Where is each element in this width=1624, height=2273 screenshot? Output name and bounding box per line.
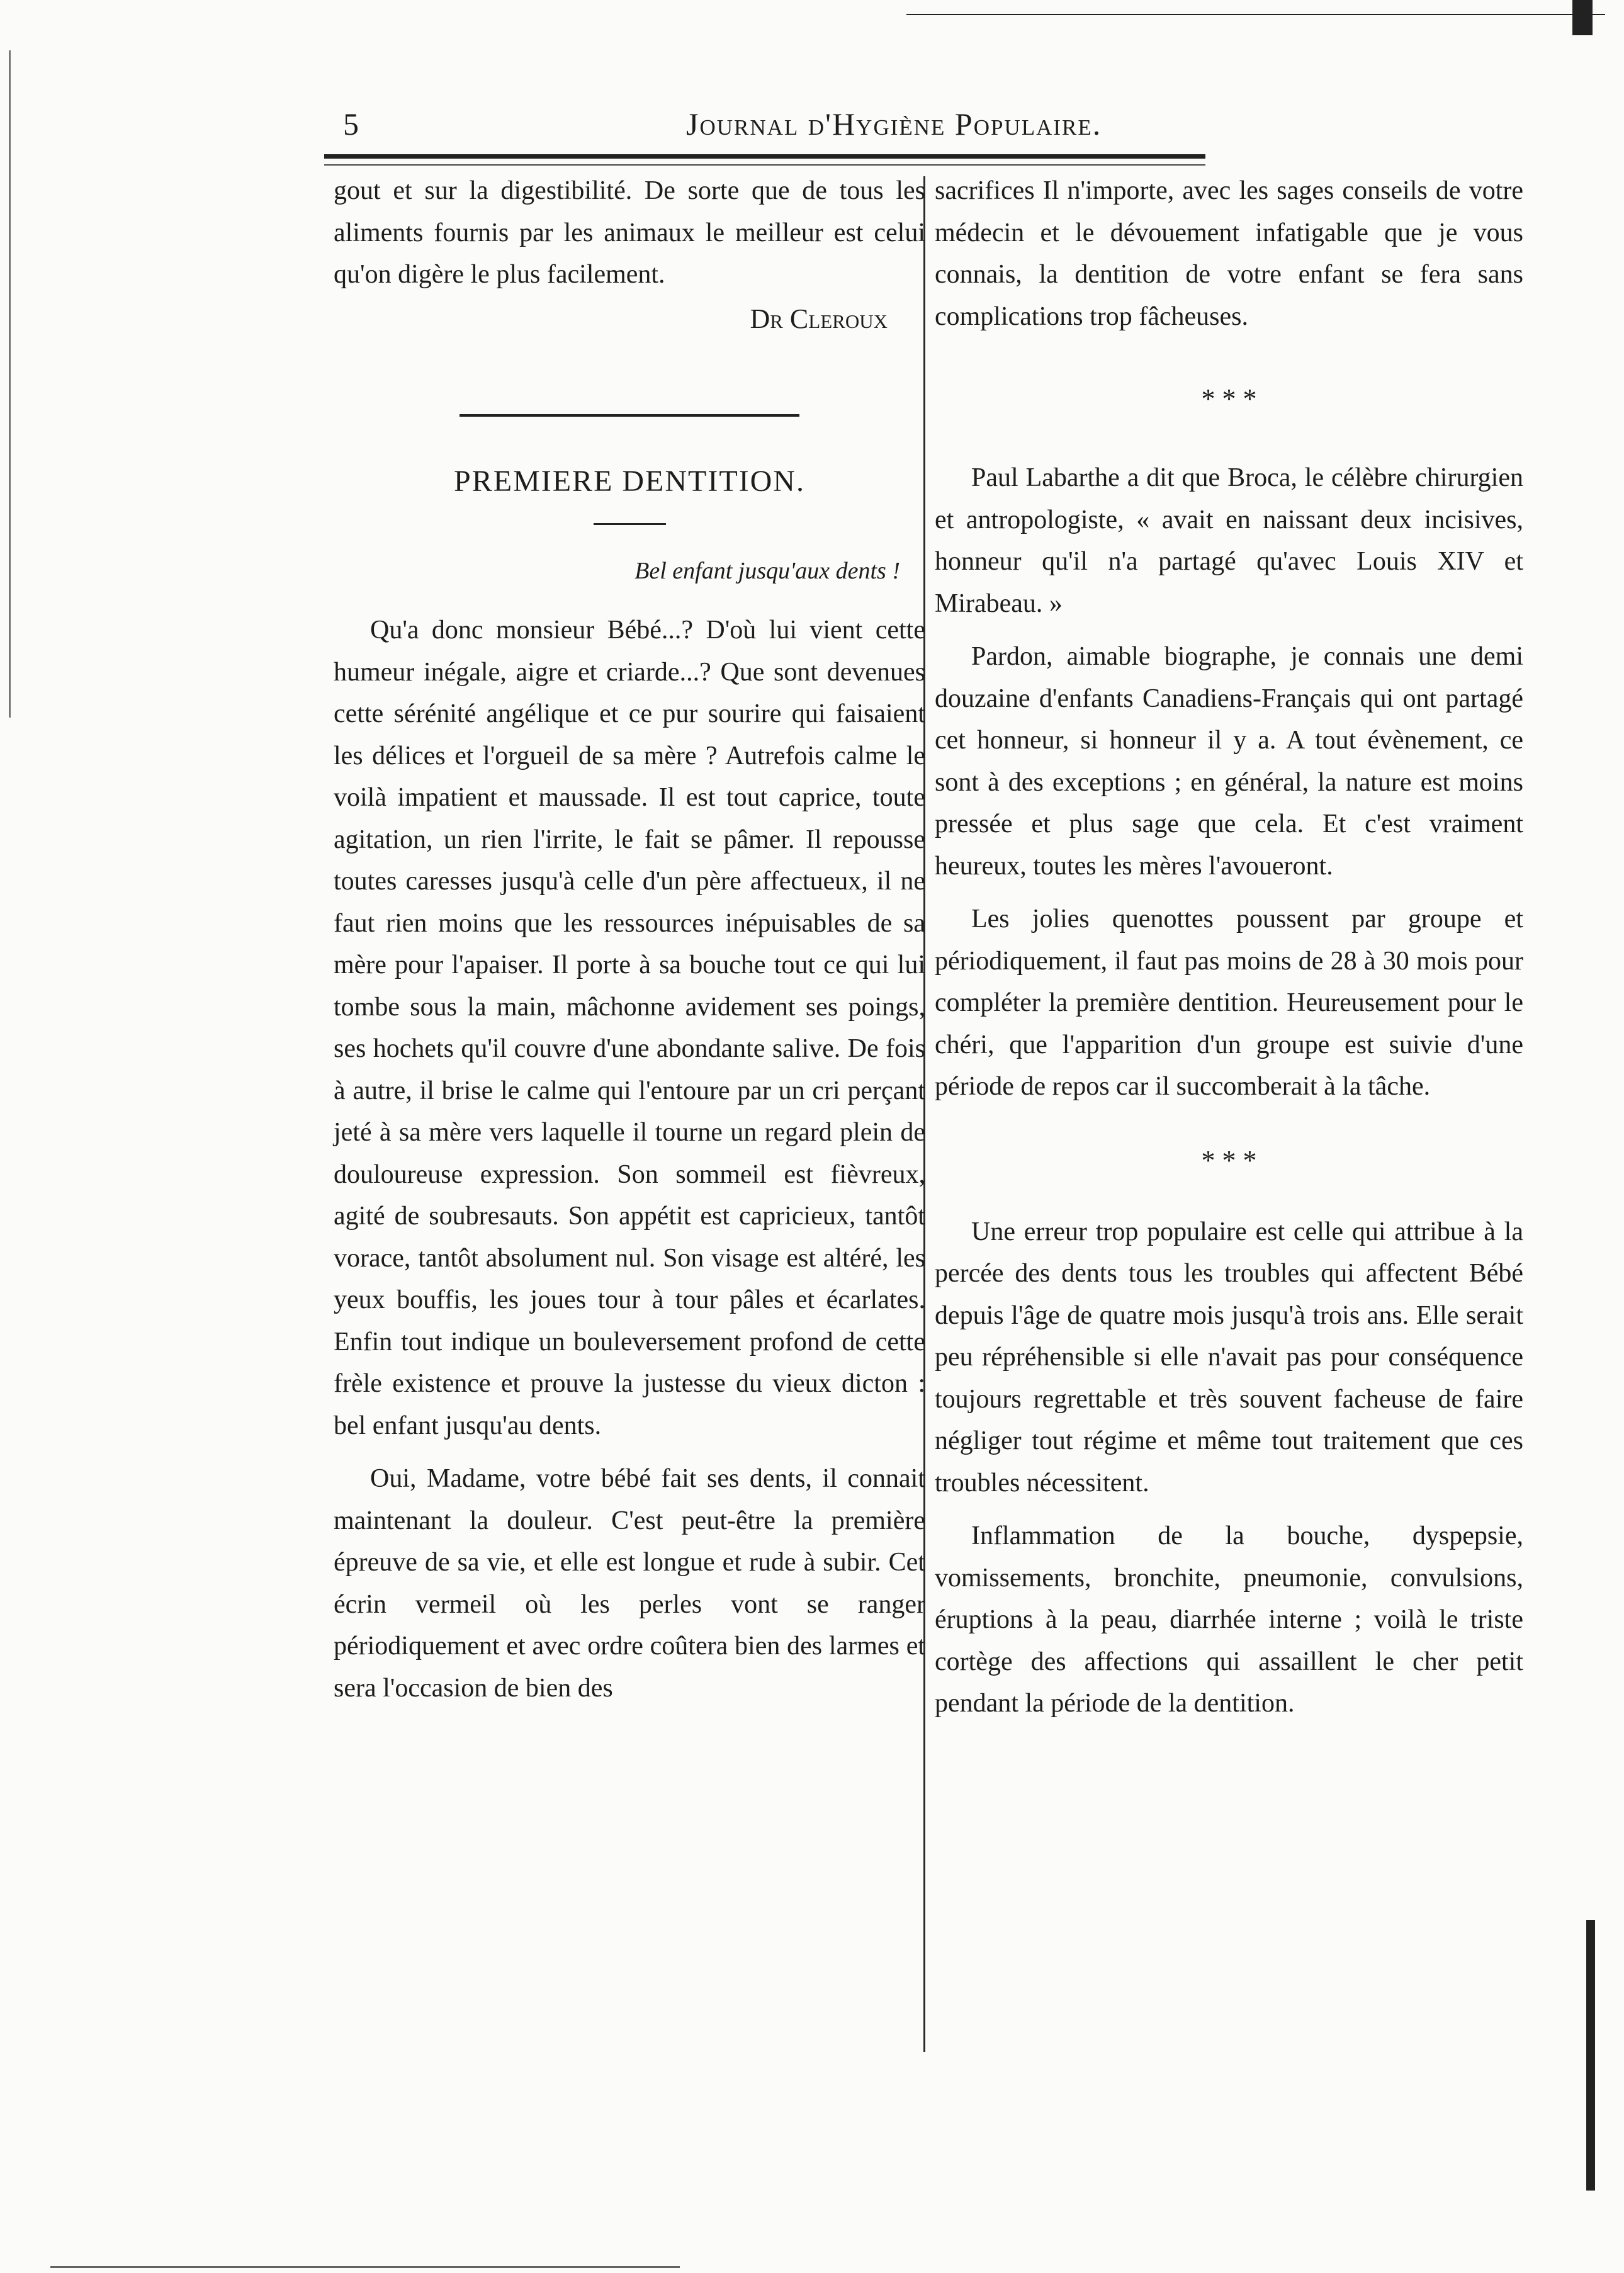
asterism: * * * [1201,383,1257,414]
section-separator [460,414,799,417]
body-paragraph: Une erreur trop populaire est celle qui attribue à la percée des dents tous les troubles qui affectent Bébé depuis l'âge de quatre mois jusqu'à trois ans. Elle serait peu répréhensible si elle n'avait pas pour conséquence toujours regrettable et très souvent facheuse de faire négliger tout régime et même tout traitement que ces troubles nécessitent. [935,1217,1523,1497]
section-title: PREMIERE DENTITION. [454,465,805,498]
right-column [935,170,1523,1725]
intro-paragraph: sacrifices Il n'importe, avec les sages conseils de votre médecin et le dévouement infatigable que je vous connais, la dentition de votre enfant se fera sans complications trop fâcheuses. [935,176,1523,331]
page-number: 5 [343,106,359,142]
body-paragraph: Pardon, aimable biographe, je connais une demi douzaine d'enfants Canadiens-Français qui ont partagé cet honneur, si honneur il y a. A tout évènement, ce sont à des exceptions ; en général, la nature est moins pressée et plus sage que cela. Et c'est vraiment heureux, toutes les mères l'avoueront. [935,642,1523,881]
asterism: * * * [1201,1144,1257,1176]
body-paragraph: Oui, Madame, votre bébé fait ses dents, il connait maintenant la douleur. C'est peut-être la première épreuve de sa vie, et elle est longue et rude à subir. Cet écrin vermeil où les perles vont se ranger périodiquement et avec ordre coûtera bien des larmes et sera l'occasion de bien des [334,1464,925,1703]
body-paragraph: Les jolies quenottes poussent par groupe et périodiquement, il faut pas moins de 28 à 30 mois pour compléter la première dentition. Heureusement pour le chéri, que l'apparition d'un groupe est suivie d'une période de repos car il succomberait à la tâche. [935,905,1523,1101]
scan-edge-left [9,50,11,718]
scan-edge-corner [1572,0,1593,35]
author-signature: Dr Cleroux [750,303,888,334]
scan-edge-top-right [906,14,1605,15]
scan-edge-right [1586,1920,1595,2191]
scan-edge-bottom [50,2266,680,2268]
left-column [334,170,925,1709]
header-rule [324,154,1205,166]
journal-title: Journal d'Hygiène Populaire. [686,106,1102,142]
title-rule [594,523,666,525]
body-paragraph: Inflammation de la bouche, dyspepsie, vomissements, bronchite, pneumonie, convulsions, éruptions à la peau, diarrhée interne ; voilà le triste cortège des affections qui assaillent le cher petit pendant la période de la dentition. [935,1521,1523,1718]
intro-paragraph: gout et sur la digestibilité. De sorte que de tous les aliments fournis par les animaux le meilleur est celui qu'on digère le plus facilement. [334,176,925,289]
body-paragraph: Qu'a donc monsieur Bébé...? D'où lui vient cette humeur inégale, aigre et criarde...? Que sont devenues cette sérénité angélique et ce pur sourire qui faisaient les délices et l'orgueil de sa mère ? Autrefois calme le voilà impatient et maussade. Il est tout caprice, toute agitation, un rien l'irrite, le fait se pâmer. Il repousse toutes caresses jusqu'à celle d'un père affectueux, il ne faut rien moins que les ressources inépuisables de sa mère pour l'apaiser. Il porte à sa bouche tout ce qui lui tombe sous la main, mâchonne avidement ses poings, ses hochets qu'il couvre d'une abondante salive. De fois à autre, il brise le calme qui l'entoure par un cri perçant jeté à sa mère vers laquelle il tourne un regard plein de douloureuse expression. Son sommeil est fièvreux, agité de soubresauts. Son appétit est capricieux, tantôt vorace, tantôt absolument nul. Son visage est altéré, les yeux bouffis, les joues tour à tour pâles et écarlates. Enfin tout indique un bouleversement profond de cette frèle existence et prouve la justesse du vieux dicton : bel enfant jusqu'au dents. [334,616,925,1440]
body-paragraph: Paul Labarthe a dit que Broca, le célèbre chirurgien et antropologiste, « avait en naissant deux incisives, honneur qu'il n'a partagé qu'avec Louis XIV et Mirabeau. » [935,463,1523,618]
epigraph: Bel enfant jusqu'aux dents ! [634,557,900,584]
